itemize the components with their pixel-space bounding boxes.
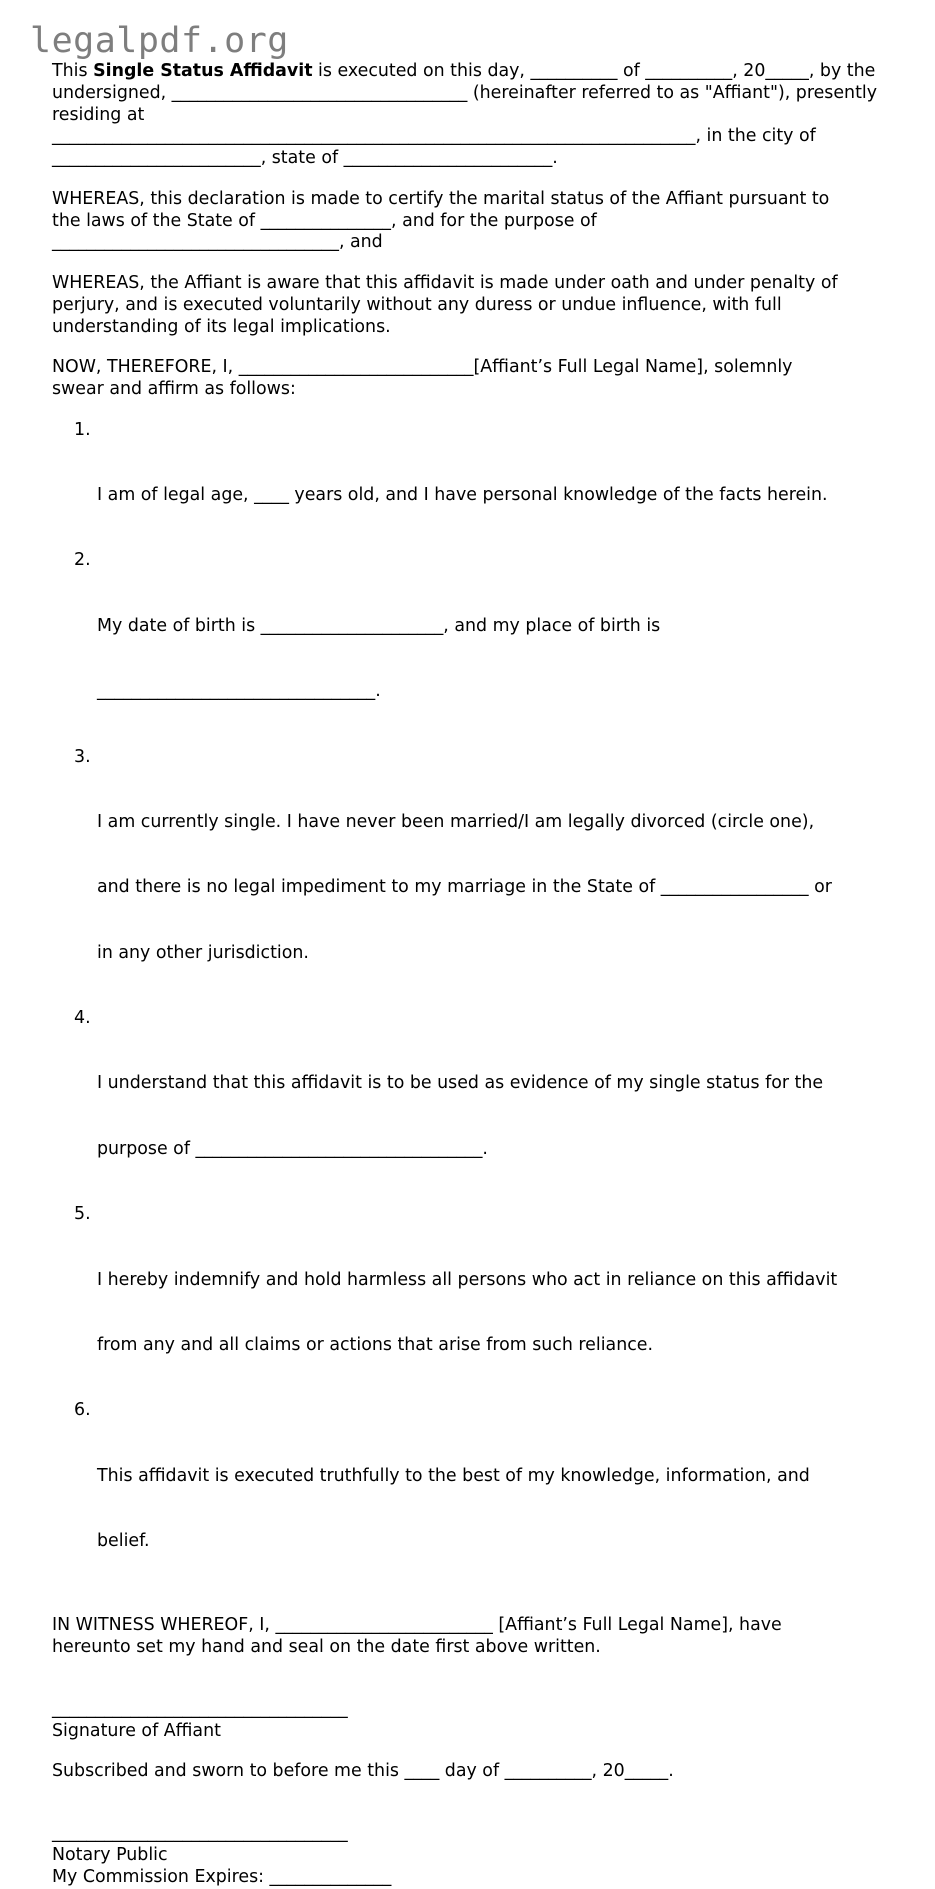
affiant-signature-block xyxy=(52,1699,887,1743)
list-item-text: belief. xyxy=(97,1531,150,1552)
whereas-2-line-1: WHEREAS, the Affiant is aware that this affidavit is made under oath and under penalty of xyxy=(52,272,838,293)
whereas-paragraph-2 xyxy=(52,273,887,338)
notary-block xyxy=(52,1823,887,1888)
affirmations-list xyxy=(52,420,887,1597)
list-item-text: in any other jurisdiction. xyxy=(97,942,309,963)
list-item-text: from any and all claims or actions that arise from such reliance. xyxy=(97,1335,653,1356)
whereas-1-line-3: _________________________________, and xyxy=(52,232,383,253)
list-item-text: My date of birth is _____________________, and my place of birth is xyxy=(97,615,661,636)
list-item-number: 5. xyxy=(74,1204,91,1225)
list-item-text: ________________________________. xyxy=(97,681,381,702)
list-item-text: and there is no legal impediment to my marriage in the State of _________________ or xyxy=(97,877,832,898)
now-therefore-line-1: NOW, THEREFORE, I, ___________________________[Affiant’s Full Legal Name], solemnly xyxy=(52,357,793,378)
witness-paragraph xyxy=(52,1615,887,1659)
list-item xyxy=(52,550,887,746)
list-item-number: 2. xyxy=(74,550,91,571)
witness-line-1: IN WITNESS WHEREOF, I, _________________________ [Affiant’s Full Legal Name], have xyxy=(52,1615,782,1636)
city-state-line: ________________________, state of ________________________. xyxy=(52,148,558,169)
whereas-paragraph-1 xyxy=(52,189,887,254)
intro-rest: is executed on this day, __________ of __________, 20_____, by the undersigned, __________________________________ (hereinafter referred to as "Affiant"), presently residing at xyxy=(52,61,883,125)
list-item-text: I am currently single. I have never been married/I am legally divorced (circle one), xyxy=(97,811,815,832)
list-item xyxy=(52,1204,887,1400)
list-item-text: purpose of _________________________________. xyxy=(97,1138,488,1159)
notary-signature-line: __________________________________ xyxy=(52,1823,348,1844)
witness-line-2: hereunto set my hand and seal on the date first above written. xyxy=(52,1637,601,1658)
list-item-number: 4. xyxy=(74,1008,91,1029)
list-item xyxy=(52,1008,887,1204)
list-item-number: 6. xyxy=(74,1400,91,1421)
whereas-1-line-1: WHEREAS, this declaration is made to certify the marital status of the Affiant pursuant to xyxy=(52,188,830,209)
list-item xyxy=(52,1400,887,1596)
list-item-number: 3. xyxy=(74,746,91,767)
list-item xyxy=(52,420,887,551)
watermark-logo: legalpdf.org xyxy=(30,21,289,61)
notary-label: Notary Public xyxy=(52,1844,168,1865)
address-line: __________________________________________________________________________, in the city of xyxy=(52,126,816,147)
intro-prefix: This xyxy=(52,61,94,81)
list-item xyxy=(52,747,887,1009)
affidavit-document xyxy=(52,61,887,1889)
intro-text xyxy=(52,61,887,126)
signature-label: Signature of Affiant xyxy=(52,1720,221,1741)
commission-expires: My Commission Expires: ______________ xyxy=(52,1866,392,1887)
list-item-text: I understand that this affidavit is to be used as evidence of my single status for the xyxy=(97,1073,824,1094)
list-item-number: 1. xyxy=(74,419,91,440)
list-item-text: I hereby indemnify and hold harmless all persons who act in reliance on this affidavit xyxy=(97,1269,838,1290)
intro-paragraph xyxy=(52,61,887,170)
subscribed-sworn-line: Subscribed and sworn to before me this ____ day of __________, 20_____. xyxy=(52,1761,674,1782)
whereas-2-line-2: perjury, and is executed voluntarily without any duress or undue influence, with full xyxy=(52,294,782,315)
whereas-1-line-2: the laws of the State of _______________, and for the purpose of xyxy=(52,210,597,231)
whereas-2-line-3: understanding of its legal implications. xyxy=(52,316,391,337)
list-item-text: I am of legal age, ____ years old, and I have personal knowledge of the facts herein. xyxy=(97,484,828,505)
document-title: Single Status Affidavit xyxy=(93,61,313,81)
now-therefore-paragraph xyxy=(52,357,887,401)
now-therefore-line-2: swear and affirm as follows: xyxy=(52,378,296,399)
list-item-text: This affidavit is executed truthfully to the best of my knowledge, information, and xyxy=(97,1465,810,1486)
signature-line: __________________________________ xyxy=(52,1698,348,1719)
